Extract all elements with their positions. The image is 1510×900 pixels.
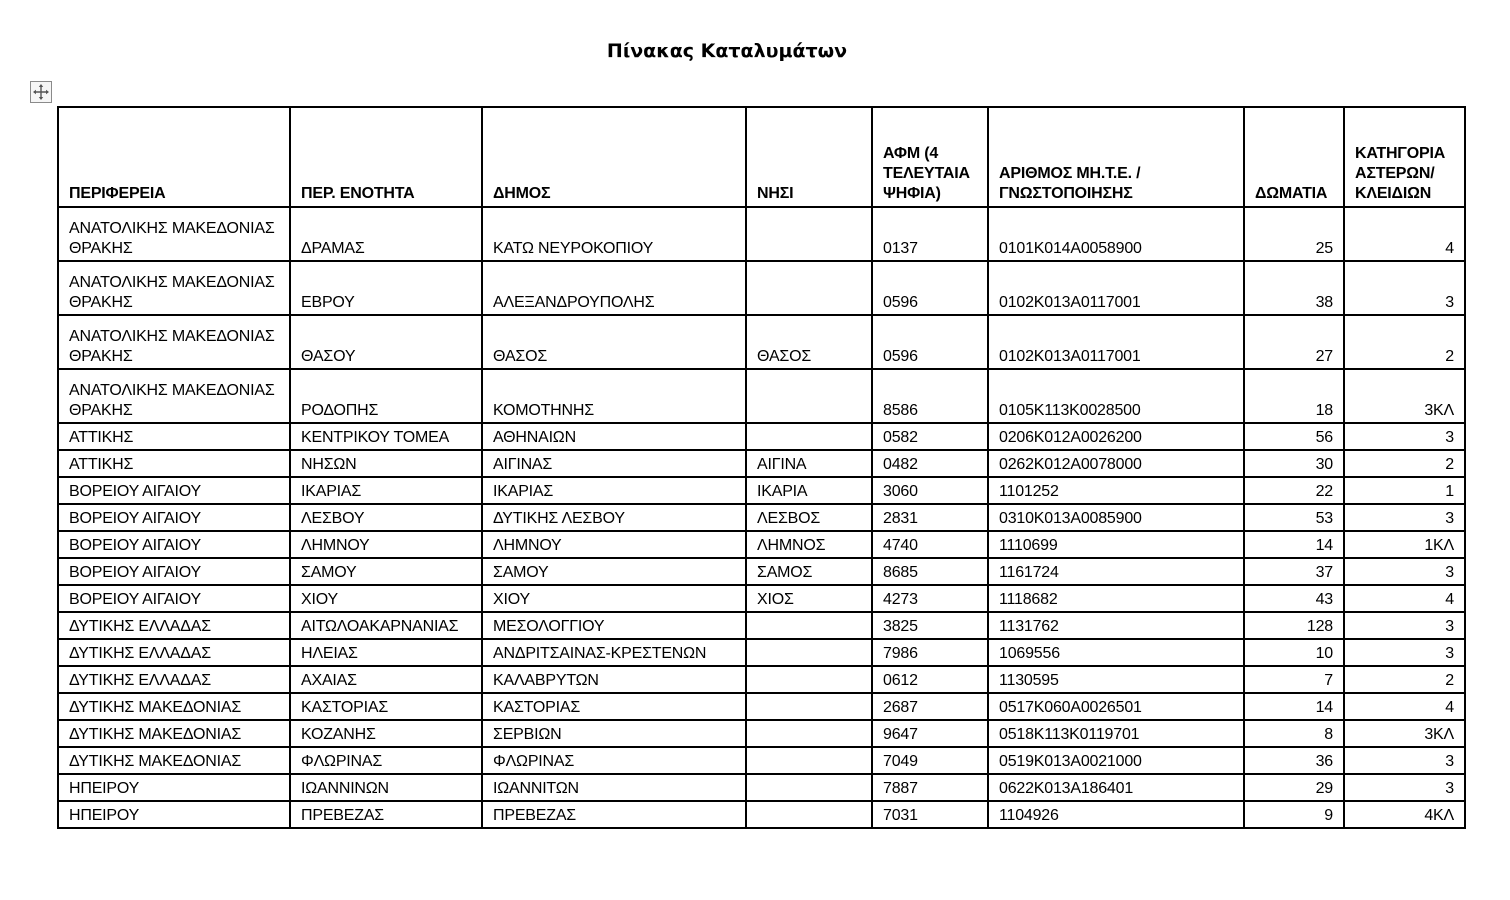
- cell-rooms: 30: [1244, 450, 1344, 477]
- cell-region: ΒΟΡΕΙΟΥ ΑΙΓΑΙΟΥ: [58, 558, 290, 585]
- cell-island: ΣΑΜΟΣ: [746, 558, 872, 585]
- cell-afm: 0482: [872, 450, 988, 477]
- cell-unit: ΛΕΣΒΟΥ: [290, 504, 482, 531]
- cell-mhte: 0519K013A0021000: [988, 747, 1244, 774]
- cell-rooms: 9: [1244, 801, 1344, 828]
- cell-mhte: 0262K012A0078000: [988, 450, 1244, 477]
- cell-region: ΔΥΤΙΚΗΣ ΜΑΚΕΔΟΝΙΑΣ: [58, 693, 290, 720]
- table-row: [58, 450, 1465, 477]
- cell-region: ΔΥΤΙΚΗΣ ΕΛΛΑΔΑΣ: [58, 666, 290, 693]
- cell-unit: ΠΡΕΒΕΖΑΣ: [290, 801, 482, 828]
- cell-rooms: 36: [1244, 747, 1344, 774]
- cell-region: ΔΥΤΙΚΗΣ ΕΛΛΑΔΑΣ: [58, 639, 290, 666]
- cell-region: ΒΟΡΕΙΟΥ ΑΙΓΑΙΟΥ: [58, 504, 290, 531]
- table-row: [58, 477, 1465, 504]
- cell-afm: 4273: [872, 585, 988, 612]
- cell-island: [746, 207, 872, 261]
- cell-rooms: 14: [1244, 693, 1344, 720]
- table-row: [58, 504, 1465, 531]
- cell-island: [746, 639, 872, 666]
- cell-island: [746, 747, 872, 774]
- accommodations-table: [57, 106, 1466, 829]
- cell-island: ΘΑΣΟΣ: [746, 315, 872, 369]
- header-row: [58, 107, 1465, 207]
- cell-mhte: 0517K060A0026501: [988, 693, 1244, 720]
- cell-island: [746, 612, 872, 639]
- cell-region: ΑΝΑΤΟΛΙΚΗΣ ΜΑΚΕΔΟΝΙΑΣ ΘΡΑΚΗΣ: [58, 261, 290, 315]
- cell-region: ΒΟΡΕΙΟΥ ΑΙΓΑΙΟΥ: [58, 531, 290, 558]
- cell-municipality: ΙΚΑΡΙΑΣ: [482, 477, 746, 504]
- cell-unit: ΑΧΑΙΑΣ: [290, 666, 482, 693]
- cell-afm: 2687: [872, 693, 988, 720]
- cell-category: 3: [1344, 747, 1465, 774]
- cell-region: ΗΠΕΙΡΟΥ: [58, 774, 290, 801]
- cell-rooms: 37: [1244, 558, 1344, 585]
- header-mhte: ΑΡΙΘΜΟΣ ΜΗ.Τ.Ε. / ΓΝΩΣΤΟΠΟΙΗΣΗΣ: [988, 107, 1244, 207]
- cell-category: 4: [1344, 585, 1465, 612]
- cell-category: 3: [1344, 504, 1465, 531]
- cell-unit: ΔΡΑΜΑΣ: [290, 207, 482, 261]
- cell-afm: 7986: [872, 639, 988, 666]
- cell-unit: ΡΟΔΟΠΗΣ: [290, 369, 482, 423]
- cell-category: 4ΚΛ: [1344, 801, 1465, 828]
- cell-category: 3: [1344, 774, 1465, 801]
- cell-mhte: 0102K013A0117001: [988, 315, 1244, 369]
- cell-municipality: ΑΝΔΡΙΤΣΑΙΝΑΣ-ΚΡΕΣΤΕΝΩΝ: [482, 639, 746, 666]
- cell-island: [746, 720, 872, 747]
- cell-municipality: ΧΙΟΥ: [482, 585, 746, 612]
- cell-island: ΛΕΣΒΟΣ: [746, 504, 872, 531]
- cell-municipality: ΠΡΕΒΕΖΑΣ: [482, 801, 746, 828]
- cell-category: 2: [1344, 450, 1465, 477]
- cell-afm: 9647: [872, 720, 988, 747]
- cell-mhte: 0101K014A0058900: [988, 207, 1244, 261]
- cell-unit: ΧΙΟΥ: [290, 585, 482, 612]
- cell-mhte: 0310K013A0085900: [988, 504, 1244, 531]
- cell-rooms: 22: [1244, 477, 1344, 504]
- cell-unit: ΦΛΩΡΙΝΑΣ: [290, 747, 482, 774]
- cell-region: ΔΥΤΙΚΗΣ ΜΑΚΕΔΟΝΙΑΣ: [58, 720, 290, 747]
- table-row: [58, 207, 1465, 261]
- cell-unit: ΚΟΖΑΝΗΣ: [290, 720, 482, 747]
- cell-municipality: ΘΑΣΟΣ: [482, 315, 746, 369]
- cell-rooms: 29: [1244, 774, 1344, 801]
- cell-municipality: ΚΑΛΑΒΡΥΤΩΝ: [482, 666, 746, 693]
- cell-mhte: 1101252: [988, 477, 1244, 504]
- cell-mhte: 1104926: [988, 801, 1244, 828]
- cell-municipality: ΚΑΤΩ ΝΕΥΡΟΚΟΠΙΟΥ: [482, 207, 746, 261]
- cell-category: 4: [1344, 693, 1465, 720]
- cell-region: ΔΥΤΙΚΗΣ ΜΑΚΕΔΟΝΙΑΣ: [58, 747, 290, 774]
- cell-unit: ΑΙΤΩΛΟΑΚΑΡΝΑΝΙΑΣ: [290, 612, 482, 639]
- table-row: [58, 315, 1465, 369]
- cell-rooms: 43: [1244, 585, 1344, 612]
- table-row: [58, 261, 1465, 315]
- cell-unit: ΚΑΣΤΟΡΙΑΣ: [290, 693, 482, 720]
- cell-mhte: 1131762: [988, 612, 1244, 639]
- cell-rooms: 18: [1244, 369, 1344, 423]
- header-region: ΠΕΡΙΦΕΡΕΙΑ: [58, 107, 290, 207]
- cell-mhte: 0622K013A186401: [988, 774, 1244, 801]
- cell-unit: ΝΗΣΩΝ: [290, 450, 482, 477]
- cell-mhte: 0102K013A0117001: [988, 261, 1244, 315]
- cell-rooms: 8: [1244, 720, 1344, 747]
- table-row: [58, 747, 1465, 774]
- cell-category: 1: [1344, 477, 1465, 504]
- cell-afm: 7887: [872, 774, 988, 801]
- cell-region: ΑΝΑΤΟΛΙΚΗΣ ΜΑΚΕΔΟΝΙΑΣ ΘΡΑΚΗΣ: [58, 207, 290, 261]
- move-arrows-icon: [31, 82, 51, 102]
- cell-unit: ΕΒΡΟΥ: [290, 261, 482, 315]
- cell-island: [746, 774, 872, 801]
- cell-unit: ΛΗΜΝΟΥ: [290, 531, 482, 558]
- cell-municipality: ΚΟΜΟΤΗΝΗΣ: [482, 369, 746, 423]
- cell-unit: ΣΑΜΟΥ: [290, 558, 482, 585]
- cell-municipality: ΜΕΣΟΛΟΓΓΙΟΥ: [482, 612, 746, 639]
- cell-mhte: 0206K012A0026200: [988, 423, 1244, 450]
- cell-afm: 3060: [872, 477, 988, 504]
- cell-region: ΑΝΑΤΟΛΙΚΗΣ ΜΑΚΕΔΟΝΙΑΣ ΘΡΑΚΗΣ: [58, 369, 290, 423]
- cell-region: ΔΥΤΙΚΗΣ ΕΛΛΑΔΑΣ: [58, 612, 290, 639]
- cell-rooms: 53: [1244, 504, 1344, 531]
- cell-island: [746, 423, 872, 450]
- cell-rooms: 56: [1244, 423, 1344, 450]
- cell-municipality: ΛΗΜΝΟΥ: [482, 531, 746, 558]
- cell-category: 3: [1344, 639, 1465, 666]
- cell-mhte: 1161724: [988, 558, 1244, 585]
- cell-island: ΛΗΜΝΟΣ: [746, 531, 872, 558]
- cell-unit: ΗΛΕΙΑΣ: [290, 639, 482, 666]
- cell-region: ΑΝΑΤΟΛΙΚΗΣ ΜΑΚΕΔΟΝΙΑΣ ΘΡΑΚΗΣ: [58, 315, 290, 369]
- cell-unit: ΘΑΣΟΥ: [290, 315, 482, 369]
- cell-region: ΒΟΡΕΙΟΥ ΑΙΓΑΙΟΥ: [58, 585, 290, 612]
- cell-municipality: ΣΑΜΟΥ: [482, 558, 746, 585]
- cell-island: ΑΙΓΙΝΑ: [746, 450, 872, 477]
- cell-municipality: ΦΛΩΡΙΝΑΣ: [482, 747, 746, 774]
- table-move-handle[interactable]: [30, 81, 52, 103]
- header-category: ΚΑΤΗΓΟΡΙΑ ΑΣΤΕΡΩΝ/ ΚΛΕΙΔΙΩΝ: [1344, 107, 1465, 207]
- cell-island: [746, 369, 872, 423]
- document-title: Πίνακας Καταλυμάτων: [606, 40, 848, 62]
- table-row: [58, 423, 1465, 450]
- table-row: [58, 666, 1465, 693]
- table-header: [58, 107, 1465, 207]
- cell-rooms: 10: [1244, 639, 1344, 666]
- cell-island: [746, 801, 872, 828]
- cell-rooms: 128: [1244, 612, 1344, 639]
- cell-category: 3ΚΛ: [1344, 720, 1465, 747]
- cell-category: 1ΚΛ: [1344, 531, 1465, 558]
- cell-municipality: ΙΩΑΝΝΙΤΩΝ: [482, 774, 746, 801]
- cell-rooms: 27: [1244, 315, 1344, 369]
- cell-mhte: 1069556: [988, 639, 1244, 666]
- cell-mhte: 1118682: [988, 585, 1244, 612]
- table-row: [58, 693, 1465, 720]
- cell-mhte: 1110699: [988, 531, 1244, 558]
- header-island: ΝΗΣΙ: [746, 107, 872, 207]
- cell-region: ΒΟΡΕΙΟΥ ΑΙΓΑΙΟΥ: [58, 477, 290, 504]
- header-municipality: ΔΗΜΟΣ: [482, 107, 746, 207]
- cell-municipality: ΚΑΣΤΟΡΙΑΣ: [482, 693, 746, 720]
- cell-unit: ΙΩΑΝΝΙΝΩΝ: [290, 774, 482, 801]
- table-row: [58, 639, 1465, 666]
- cell-island: ΧΙΟΣ: [746, 585, 872, 612]
- cell-afm: 0612: [872, 666, 988, 693]
- cell-municipality: ΑΘΗΝΑΙΩΝ: [482, 423, 746, 450]
- cell-municipality: ΣΕΡΒΙΩΝ: [482, 720, 746, 747]
- header-afm: ΑΦΜ (4 ΤΕΛΕΥΤΑΙΑ ΨΗΦΙΑ): [872, 107, 988, 207]
- cell-afm: 7049: [872, 747, 988, 774]
- cell-category: 3: [1344, 558, 1465, 585]
- cell-category: 3: [1344, 612, 1465, 639]
- cell-afm: 0582: [872, 423, 988, 450]
- cell-region: ΑΤΤΙΚΗΣ: [58, 450, 290, 477]
- cell-municipality: ΑΙΓΙΝΑΣ: [482, 450, 746, 477]
- cell-island: ΙΚΑΡΙΑ: [746, 477, 872, 504]
- cell-municipality: ΑΛΕΞΑΝΔΡΟΥΠΟΛΗΣ: [482, 261, 746, 315]
- cell-mhte: 0105K113K0028500: [988, 369, 1244, 423]
- cell-unit: ΚΕΝΤΡΙΚΟΥ ΤΟΜΕΑ: [290, 423, 482, 450]
- cell-region: ΑΤΤΙΚΗΣ: [58, 423, 290, 450]
- cell-afm: 8586: [872, 369, 988, 423]
- cell-rooms: 38: [1244, 261, 1344, 315]
- cell-island: [746, 693, 872, 720]
- cell-rooms: 25: [1244, 207, 1344, 261]
- cell-afm: 8685: [872, 558, 988, 585]
- cell-afm: 2831: [872, 504, 988, 531]
- table-row: [58, 720, 1465, 747]
- cell-afm: 3825: [872, 612, 988, 639]
- cell-category: 3ΚΛ: [1344, 369, 1465, 423]
- cell-category: 2: [1344, 315, 1465, 369]
- cell-mhte: 0518K113K0119701: [988, 720, 1244, 747]
- table-row: [58, 531, 1465, 558]
- cell-region: ΗΠΕΙΡΟΥ: [58, 801, 290, 828]
- cell-category: 2: [1344, 666, 1465, 693]
- cell-category: 3: [1344, 261, 1465, 315]
- header-rooms: ΔΩΜΑΤΙΑ: [1244, 107, 1344, 207]
- cell-afm: 0596: [872, 261, 988, 315]
- cell-afm: 0137: [872, 207, 988, 261]
- cell-island: [746, 261, 872, 315]
- cell-rooms: 14: [1244, 531, 1344, 558]
- table-row: [58, 612, 1465, 639]
- table-row: [58, 558, 1465, 585]
- cell-category: 3: [1344, 423, 1465, 450]
- header-unit: ΠΕΡ. ΕΝΟΤΗΤΑ: [290, 107, 482, 207]
- cell-afm: 4740: [872, 531, 988, 558]
- table-row: [58, 585, 1465, 612]
- cell-mhte: 1130595: [988, 666, 1244, 693]
- table-row: [58, 369, 1465, 423]
- cell-municipality: ΔΥΤΙΚΗΣ ΛΕΣΒΟΥ: [482, 504, 746, 531]
- cell-afm: 7031: [872, 801, 988, 828]
- table-row: [58, 774, 1465, 801]
- table-row: [58, 801, 1465, 828]
- cell-category: 4: [1344, 207, 1465, 261]
- cell-afm: 0596: [872, 315, 988, 369]
- cell-rooms: 7: [1244, 666, 1344, 693]
- table-body: [58, 207, 1465, 828]
- cell-unit: ΙΚΑΡΙΑΣ: [290, 477, 482, 504]
- cell-island: [746, 666, 872, 693]
